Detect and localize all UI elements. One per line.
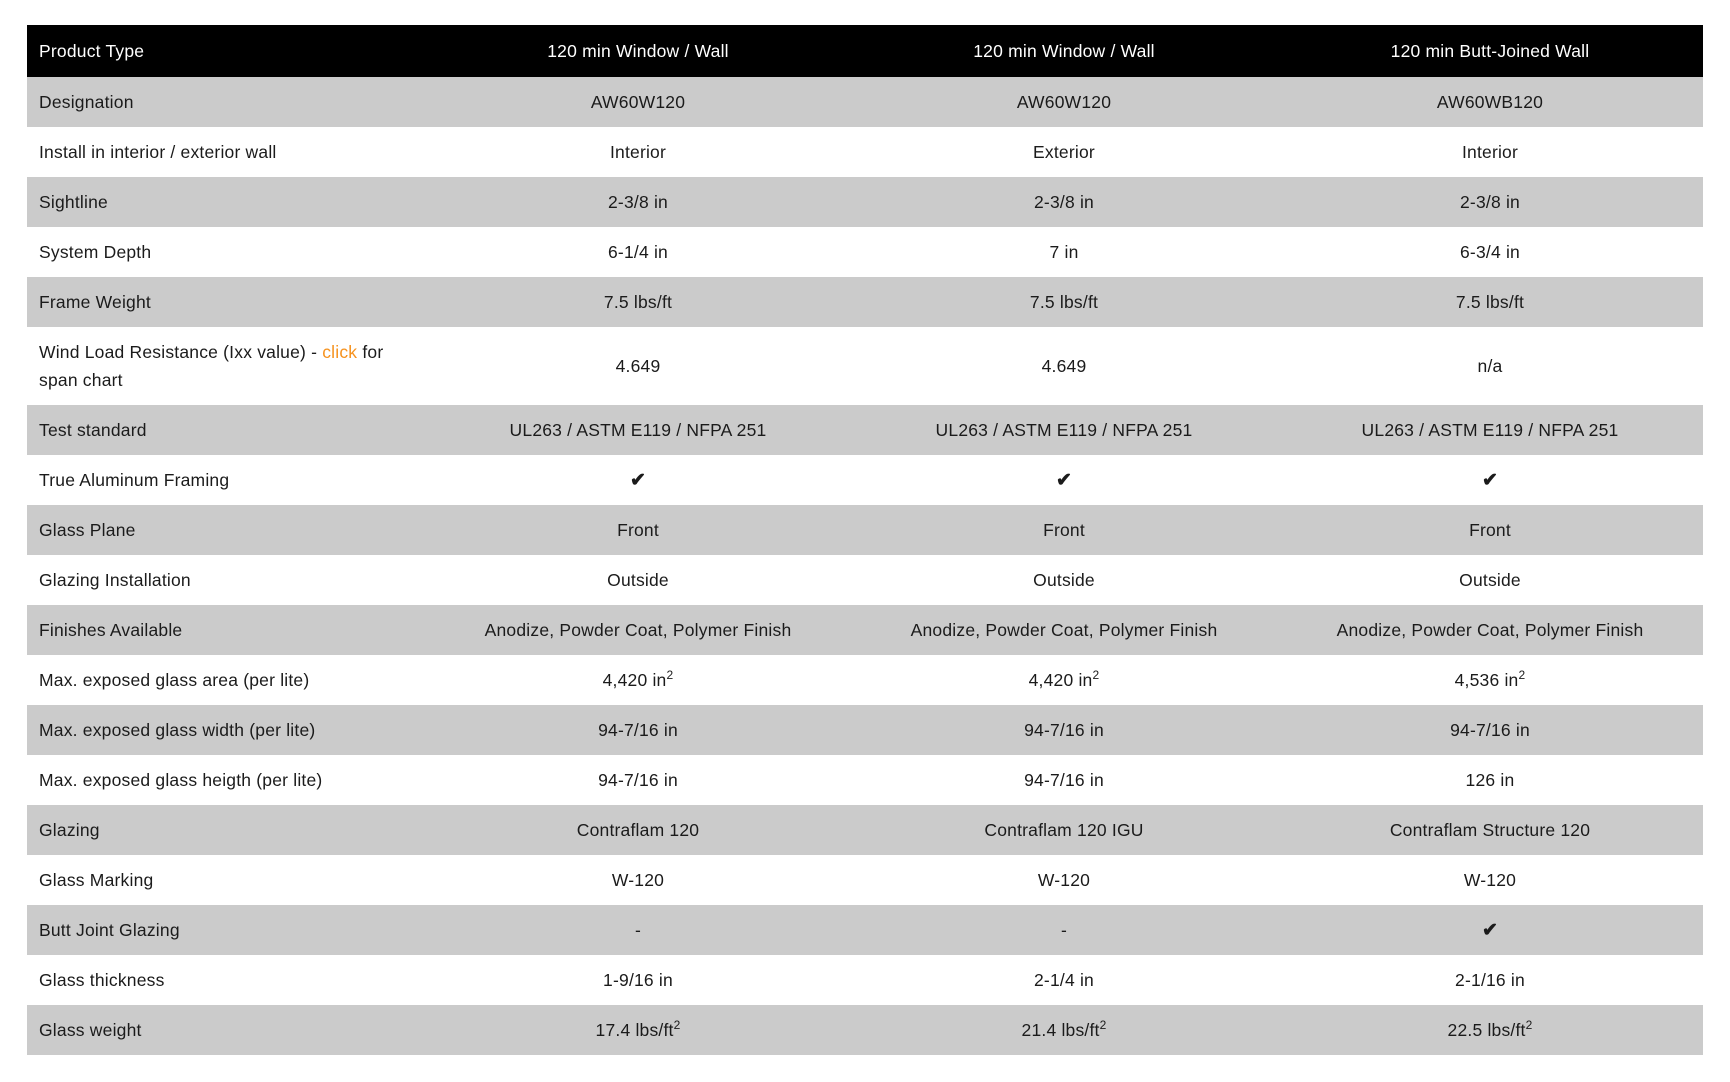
row-label-text: Wind Load Resistance (Ixx value) - xyxy=(39,342,323,362)
table-row xyxy=(27,805,1703,855)
row-value: AW60WB120 xyxy=(1436,91,1544,112)
row-label: Glazing xyxy=(39,820,100,840)
row-value: 94-7/16 in xyxy=(1024,719,1104,740)
row-value: 6-1/4 in xyxy=(608,241,668,262)
table-row xyxy=(27,705,1703,755)
value-superscript: 2 xyxy=(1092,667,1100,682)
table-row xyxy=(27,655,1703,705)
table-row xyxy=(27,605,1703,655)
table-row xyxy=(27,755,1703,805)
row-value: Outside xyxy=(607,569,669,590)
table-row xyxy=(27,455,1703,505)
row-value: 7.5 lbs/ft xyxy=(1455,291,1525,312)
row-value: 2-3/8 in xyxy=(1034,191,1094,212)
row-value: 4.649 xyxy=(1041,355,1087,376)
row-value: 94-7/16 in xyxy=(598,719,678,740)
row-label: Max. exposed glass width (per lite) xyxy=(39,720,316,740)
value-text: 22.5 lbs/ft xyxy=(1447,1019,1526,1040)
table-row xyxy=(27,905,1703,955)
row-label: Glass weight xyxy=(39,1020,142,1040)
table-row xyxy=(27,77,1703,127)
row-value: Anodize, Powder Coat, Polymer Finish xyxy=(484,619,792,640)
header-product-type: Product Type xyxy=(39,40,145,61)
row-value: 7.5 lbs/ft xyxy=(1029,291,1099,312)
row-value: 1-9/16 in xyxy=(603,969,673,990)
row-value: Front xyxy=(1043,519,1085,540)
row-value: 94-7/16 in xyxy=(1450,719,1530,740)
row-value: Exterior xyxy=(1033,141,1095,162)
row-value: Contraflam Structure 120 xyxy=(1389,819,1591,840)
value-text: 21.4 lbs/ft xyxy=(1021,1019,1100,1040)
row-value: - xyxy=(1060,919,1068,940)
row-value: W-120 xyxy=(1037,869,1091,890)
row-value: 6-3/4 in xyxy=(1460,241,1520,262)
value-text: 4,420 in xyxy=(1028,669,1093,690)
row-label: Glazing Installation xyxy=(39,570,191,590)
row-label: System Depth xyxy=(39,242,152,262)
row-value xyxy=(851,655,1277,705)
row-label xyxy=(27,327,425,405)
row-value xyxy=(1277,1005,1703,1055)
row-value: 94-7/16 in xyxy=(598,769,678,790)
row-label: Install in interior / exterior wall xyxy=(39,142,277,162)
row-value: Front xyxy=(1469,519,1511,540)
table-row xyxy=(27,127,1703,177)
header-col-2: 120 min Window / Wall xyxy=(973,40,1155,61)
row-value: W-120 xyxy=(1463,869,1517,890)
row-value: - xyxy=(634,919,642,940)
table-row xyxy=(27,555,1703,605)
row-value xyxy=(851,1005,1277,1055)
row-value: UL263 / ASTM E119 / NFPA 251 xyxy=(509,419,767,440)
row-label: Glass Plane xyxy=(39,520,136,540)
row-value xyxy=(425,1005,851,1055)
product-spec-table xyxy=(27,25,1703,1055)
table-row xyxy=(27,955,1703,1005)
row-label: Max. exposed glass heigth (per lite) xyxy=(39,770,323,790)
check-icon: ✔ xyxy=(1481,469,1499,491)
row-value: Outside xyxy=(1459,569,1521,590)
row-value: 2-3/8 in xyxy=(1460,191,1520,212)
header-row xyxy=(27,25,1703,77)
row-value: Front xyxy=(617,519,659,540)
row-value: Contraflam 120 xyxy=(576,819,700,840)
row-value: Outside xyxy=(1033,569,1095,590)
value-text: 17.4 lbs/ft xyxy=(595,1019,674,1040)
row-value: Contraflam 120 IGU xyxy=(984,819,1144,840)
row-value: Anodize, Powder Coat, Polymer Finish xyxy=(910,619,1218,640)
row-value: n/a xyxy=(1477,355,1503,376)
row-label: Glass Marking xyxy=(39,870,154,890)
row-value: 7.5 lbs/ft xyxy=(603,291,673,312)
row-value: UL263 / ASTM E119 / NFPA 251 xyxy=(935,419,1193,440)
row-value: 2-1/4 in xyxy=(1034,969,1094,990)
value-text: 4,536 in xyxy=(1454,669,1519,690)
row-value: 4.649 xyxy=(615,355,661,376)
row-label: Designation xyxy=(39,92,134,112)
row-value xyxy=(1277,655,1703,705)
table-row xyxy=(27,1005,1703,1055)
table-row xyxy=(27,277,1703,327)
table-row xyxy=(27,327,1703,405)
row-value xyxy=(851,455,1277,505)
header-col-3: 120 min Butt-Joined Wall xyxy=(1390,40,1590,61)
row-label: Test standard xyxy=(39,420,147,440)
span-chart-link[interactable]: click xyxy=(322,342,358,362)
row-label: Sightline xyxy=(39,192,108,212)
value-superscript: 2 xyxy=(666,667,674,682)
spec-table xyxy=(27,25,1703,1055)
row-value: 2-1/16 in xyxy=(1455,969,1525,990)
row-label-text: for span chart xyxy=(39,342,384,390)
row-value: 126 in xyxy=(1465,769,1515,790)
value-superscript: 2 xyxy=(1525,1017,1533,1032)
row-label: Finishes Available xyxy=(39,620,183,640)
row-value xyxy=(1277,905,1703,955)
value-text: 4,420 in xyxy=(602,669,667,690)
check-icon: ✔ xyxy=(1481,919,1499,941)
row-value: Anodize, Powder Coat, Polymer Finish xyxy=(1336,619,1644,640)
row-label: Butt Joint Glazing xyxy=(39,920,180,940)
table-row xyxy=(27,855,1703,905)
spec-table-body xyxy=(27,77,1703,1055)
row-value: 2-3/8 in xyxy=(608,191,668,212)
row-value: 7 in xyxy=(1049,241,1079,262)
row-value: W-120 xyxy=(611,869,665,890)
row-value xyxy=(425,655,851,705)
row-label: Max. exposed glass area (per lite) xyxy=(39,670,310,690)
spec-table-header xyxy=(27,25,1703,77)
value-superscript: 2 xyxy=(1518,667,1526,682)
check-icon: ✔ xyxy=(1055,469,1073,491)
row-value: Interior xyxy=(609,141,667,162)
row-value: UL263 / ASTM E119 / NFPA 251 xyxy=(1361,419,1619,440)
row-label: True Aluminum Framing xyxy=(39,470,230,490)
table-row xyxy=(27,227,1703,277)
value-superscript: 2 xyxy=(1099,1017,1107,1032)
table-row xyxy=(27,405,1703,455)
row-value: Interior xyxy=(1461,141,1519,162)
table-row xyxy=(27,505,1703,555)
check-icon: ✔ xyxy=(629,469,647,491)
row-value xyxy=(425,455,851,505)
row-value: AW60W120 xyxy=(590,91,686,112)
table-row xyxy=(27,177,1703,227)
row-label: Frame Weight xyxy=(39,292,151,312)
row-value xyxy=(1277,455,1703,505)
row-label: Glass thickness xyxy=(39,970,165,990)
value-superscript: 2 xyxy=(673,1017,681,1032)
header-col-1: 120 min Window / Wall xyxy=(547,40,729,61)
row-value: 94-7/16 in xyxy=(1024,769,1104,790)
row-value: AW60W120 xyxy=(1016,91,1112,112)
